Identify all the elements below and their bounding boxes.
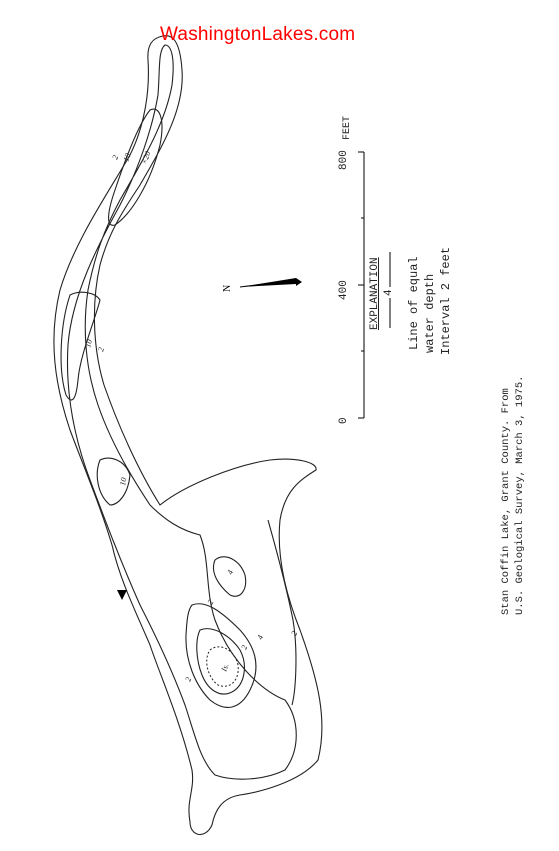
contour-label: 2 (205, 598, 216, 606)
scale-tick-800: 800 (338, 150, 350, 170)
contour-label: 10 (118, 476, 129, 487)
contour-10-upper (109, 109, 162, 225)
sampling-site-marker (117, 590, 127, 600)
contour-2-right-edge (268, 520, 296, 705)
contour-label: 2 (110, 153, 121, 161)
scale-unit: FEET (342, 115, 353, 140)
north-arrow-icon (240, 278, 302, 287)
explanation-heading: EXPLANATION (369, 257, 381, 330)
north-label: N (222, 284, 233, 292)
contour-label: 2 (183, 675, 194, 683)
scale-tick-400: 400 (338, 280, 350, 300)
scale-tick-0: 0 (338, 417, 350, 424)
contour-label: 4 (225, 568, 236, 576)
contour-label: 10 (121, 152, 133, 163)
contour-label: ×20 (139, 150, 153, 166)
watermark: WashingtonLakes.com (160, 24, 356, 45)
explanation-line-3: Interval 2 feet (439, 246, 453, 355)
caption-line-1: Stan Coffin Lake, Grant County. From (500, 388, 512, 615)
contour-label: 2 (96, 346, 106, 353)
contour-4-right (213, 557, 245, 596)
scale-bar (358, 152, 364, 418)
island-label: Is. (219, 662, 231, 673)
contour-2-island (186, 604, 256, 708)
contour-2-main (67, 45, 296, 779)
contour-label: 10 (83, 338, 95, 349)
explanation-line-2: water depth (423, 273, 437, 353)
contour-label: 2 (239, 643, 250, 651)
caption-line-2: U.S. Geological Survey, March 3, 1975. (514, 375, 526, 615)
contour-label: 4 (255, 633, 266, 641)
contour-label: 2 (289, 629, 300, 637)
explanation-symbol-value: 4 (383, 289, 395, 296)
explanation-line-1: Line of equal (407, 256, 421, 350)
